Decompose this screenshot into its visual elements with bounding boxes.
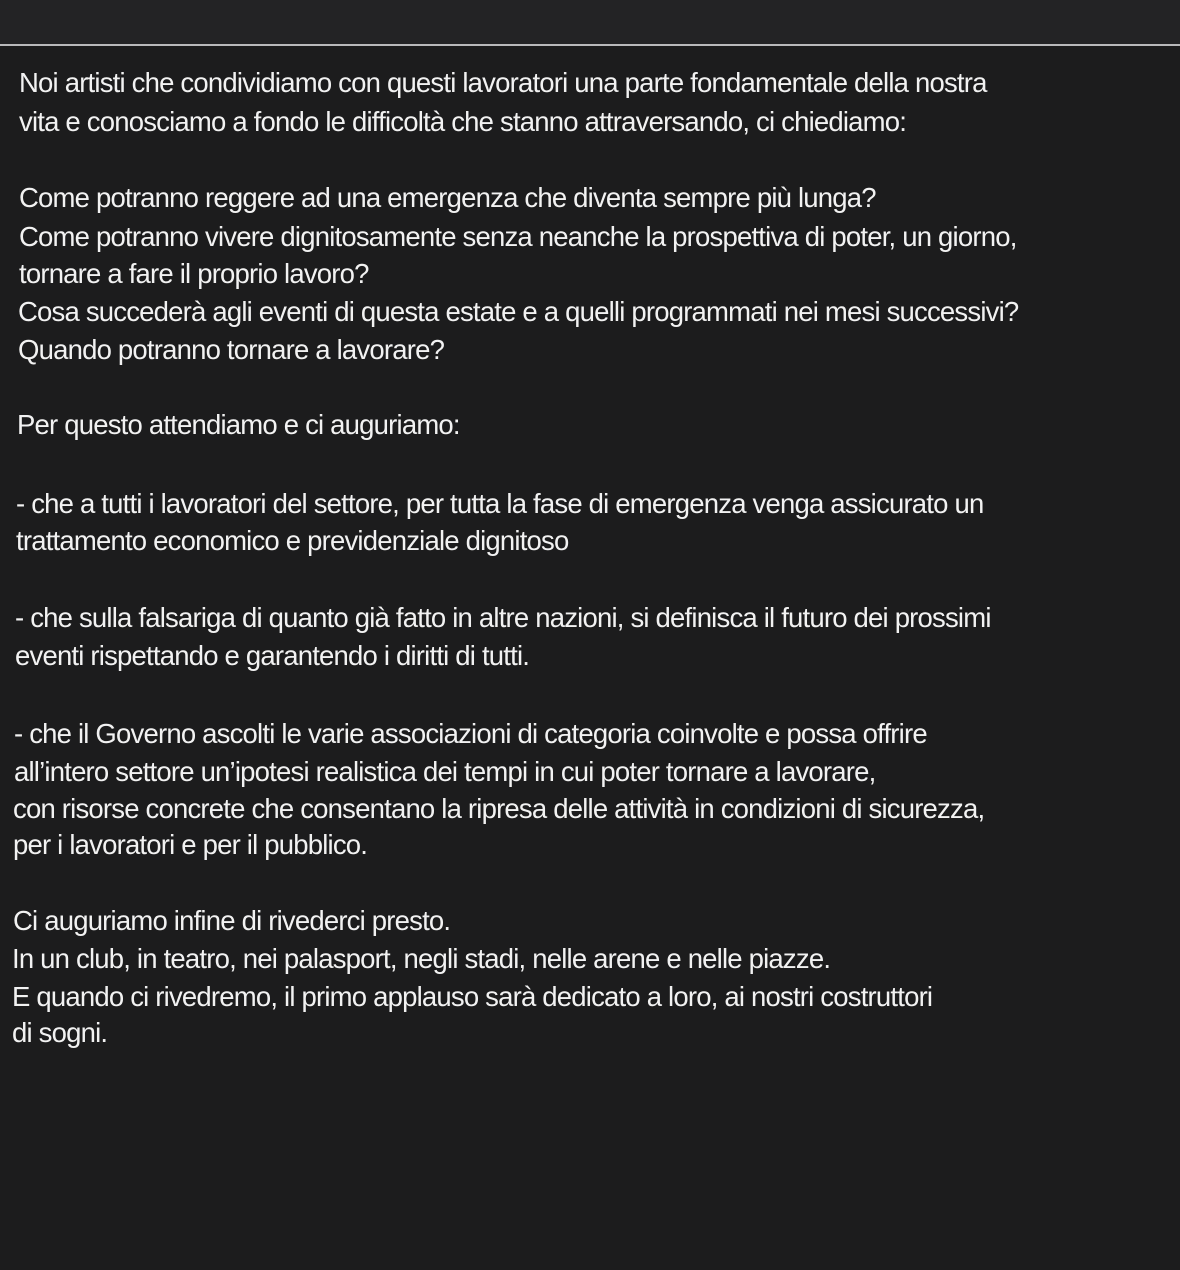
text-line: Quando potranno tornare a lavorare? [18,334,445,365]
top-bar [0,0,1180,44]
top-divider [0,44,1180,46]
text-line: Come potranno reggere ad una emergenza che diventa sempre più lunga? [19,182,876,213]
document-text [0,64,1180,1064]
text-line: vita e conosciamo a fondo le difficoltà che stanno attraversando, ci chiediamo: [19,106,907,137]
text-line: trattamento economico e previdenziale dignitoso [16,525,569,556]
text-line: con risorse concrete che consentano la ripresa delle attività in condizioni di sicurezza, [13,793,985,824]
text-line: - che a tutti i lavoratori del settore, per tutta la fase di emergenza venga assicurato un [16,488,984,519]
text-line: all’intero settore un’ipotesi realistica dei tempi in cui poter tornare a lavorare, [14,756,876,787]
text-line: Ci auguriamo infine di rivederci presto. [13,905,451,936]
text-line: Noi artisti che condividiamo con questi lavoratori una parte fondamentale della nostra [19,67,987,98]
text-line: eventi rispettando e garantendo i diritti di tutti. [15,640,530,671]
text-line: - che sulla falsariga di quanto già fatto in altre nazioni, si definisca il futuro dei prossimi [15,602,991,633]
text-line: di sogni. [12,1017,108,1048]
text-line: Per questo attendiamo e ci auguriamo: [17,409,460,440]
text-line: - che il Governo ascolti le varie associazioni di categoria coinvolte e possa offrire [14,718,927,749]
text-line: Cosa succederà agli eventi di questa estate e a quelli programmati nei mesi successivi? [18,296,1019,327]
text-line: tornare a fare il proprio lavoro? [19,258,369,289]
text-line: per i lavoratori e per il pubblico. [13,829,368,860]
text-line: E quando ci rivedremo, il primo applauso sarà dedicato a loro, ai nostri costruttori [12,981,933,1012]
text-line: Come potranno vivere dignitosamente senza neanche la prospettiva di poter, un giorno, [19,221,1017,252]
text-line: In un club, in teatro, nei palasport, negli stadi, nelle arene e nelle piazze. [12,943,831,974]
